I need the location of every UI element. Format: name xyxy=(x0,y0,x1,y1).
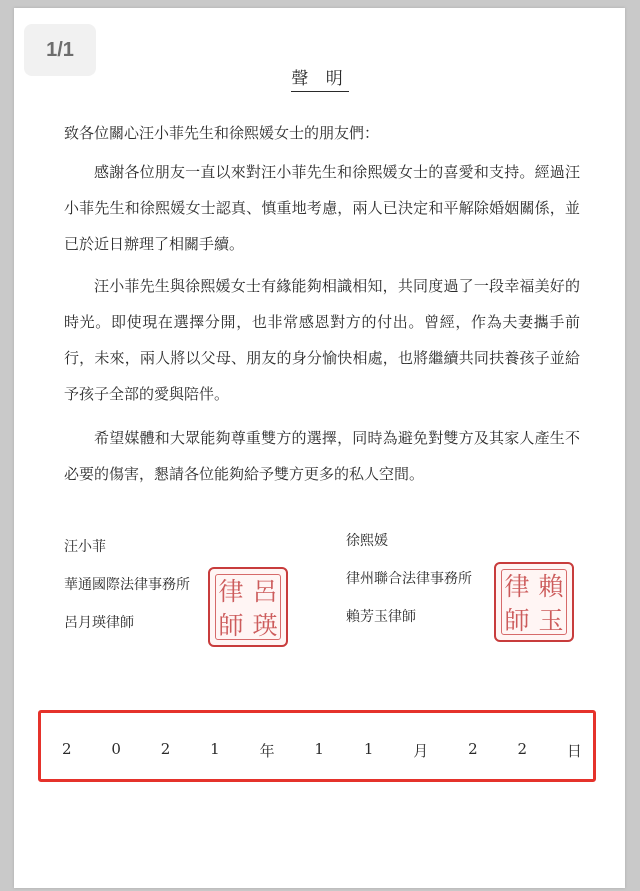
seal-char: 師 xyxy=(218,611,244,640)
right-signatory-name: 徐熙媛 xyxy=(346,533,388,549)
left-signatory-lawyer: 呂月瑛律師 xyxy=(64,615,134,631)
date-char: 日 xyxy=(566,742,582,760)
seal-char: 師 xyxy=(504,606,530,635)
paragraph-1: 感謝各位朋友一直以來對汪小菲先生和徐熙媛女士的喜愛和支持。經過汪小菲先生和徐熙媛女士認真、慎重地考慮，兩人已決定和平解除婚姻關係，並已於近日辦理了相關手續。 xyxy=(64,163,580,253)
date-char: 1 xyxy=(314,740,324,758)
date-char: 1 xyxy=(210,740,220,758)
date-char: 1 xyxy=(363,740,374,758)
right-lawyer-seal xyxy=(494,562,574,642)
date-char: 2 xyxy=(517,740,527,758)
document-title xyxy=(0,64,640,89)
date-char: 年 xyxy=(259,742,275,760)
seal-char: 律 xyxy=(504,572,530,601)
left-signatory-firm: 華通國際法律事務所 xyxy=(64,577,190,593)
seal-char: 律 xyxy=(218,577,244,606)
left-lawyer-seal xyxy=(208,567,288,647)
seal-char: 呂 xyxy=(252,577,278,606)
date-char: 2 xyxy=(62,740,72,758)
date-char: 0 xyxy=(111,740,121,758)
right-signatory-firm: 律州聯合法律事務所 xyxy=(346,571,472,587)
title-text: 聲 明 xyxy=(291,69,348,92)
salutation: 致各位關心汪小菲先生和徐熙媛女士的朋友們： xyxy=(64,124,380,142)
seal-char: 玉 xyxy=(538,606,564,635)
date-char: 2 xyxy=(468,740,478,758)
left-signatory-name: 汪小菲 xyxy=(64,539,106,555)
document-date xyxy=(62,740,582,761)
date-char: 2 xyxy=(160,740,171,758)
right-signatory-lawyer: 賴芳玉律師 xyxy=(346,609,416,625)
paragraph-2: 汪小菲先生與徐熙媛女士有緣能夠相識相知，共同度過了一段幸福美好的時光。即使現在選擇分開，也非常感恩對方的付出。曾經，作為夫妻攜手前行，未來，兩人將以父母、朋友的身分愉快相處，也將繼續共同扶養孩子並給予孩子全部的愛與陪伴。 xyxy=(64,277,580,403)
page-indicator: 1/1 xyxy=(24,24,96,76)
paragraph-3: 希望媒體和大眾能夠尊重雙方的選擇，同時為避免對雙方及其家人產生不必要的傷害，懇請各位能夠給予雙方更多的私人空間。 xyxy=(64,429,580,483)
date-char: 月 xyxy=(413,742,429,760)
seal-char: 賴 xyxy=(538,572,564,601)
seal-char: 瑛 xyxy=(252,611,278,640)
